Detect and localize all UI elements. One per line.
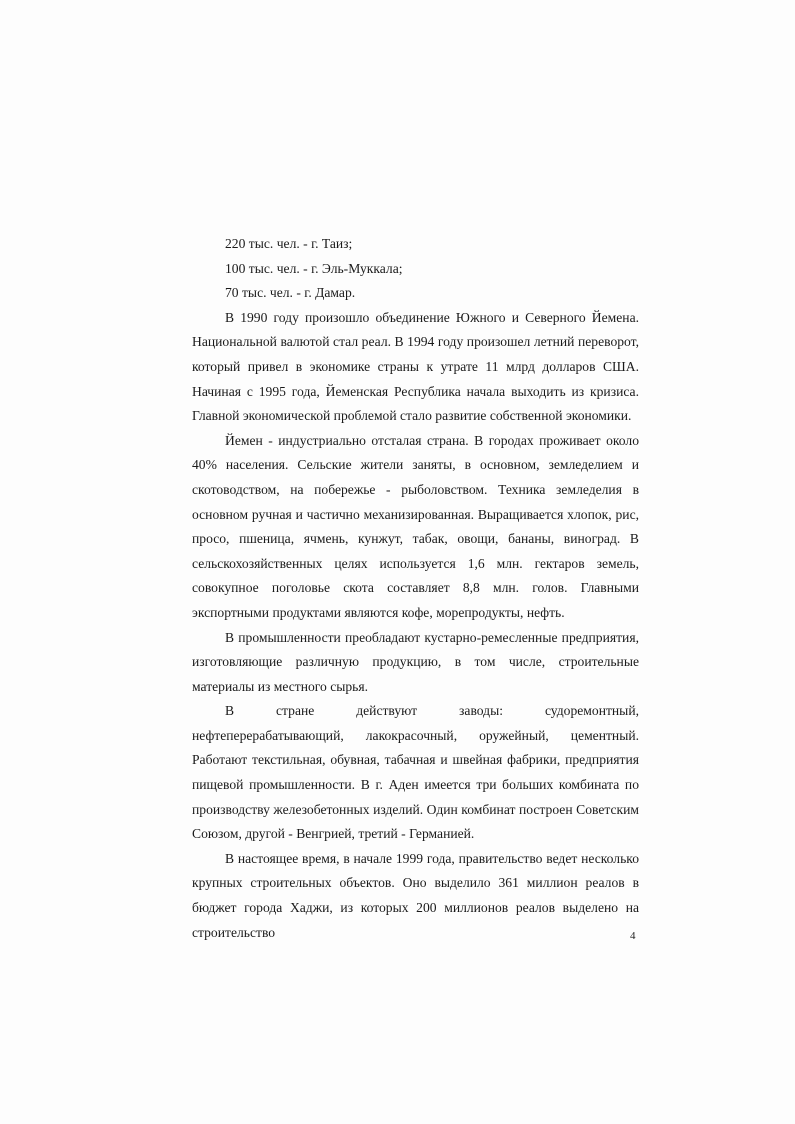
body-text <box>192 232 639 945</box>
paragraph-construction: В настоящее время, в начале 1999 года, правительство ведет несколько крупных строительных объектов. Оно выделило 361 миллион реалов в бюджет города Хаджи, из которых 200 миллионов реалов выделено на строительство <box>192 850 639 940</box>
city-line-taiz: 220 тыс. чел. - г. Таиз; <box>225 236 353 251</box>
paragraph-unification: В 1990 году произошло объединение Южного и Северного Йемена. Национальной валютой стал реал. В 1994 году произошел летний переворот, который привел в экономике страны к утрате 11 млрд долларов США. Начиная с 1995 года, Йеменская Республика начала выходить из кризиса. Главной экономической проблемой стало развитие собственной экономики. <box>192 309 639 424</box>
city-line-damar: 70 тыс. чел. - г. Дамар. <box>225 285 356 301</box>
paragraph-factories: В стране действуют заводы: судоремонтный, нефтеперерабатывающий, лакокрасочный, оружейный, цементный. Работают текстильная, обувная, табачная и швейная фабрики, предприятия пищевой промышленности. В г. Аден имеется три больших комбината по производству железобетонных изделий. Один комбинат построен Советским Союзом, другой - Венгрией, третий - Германией. <box>192 703 639 842</box>
city-line-mukalla: 100 тыс. чел. - г. Эль-Муккала; <box>225 260 403 276</box>
paragraph-industry: В промышленности преобладают кустарно-ремесленные предприятия, изготовляющие различную продукцию, в том числе, строительные материалы из местного сырья. <box>192 629 639 694</box>
page-number: 4 <box>630 930 636 942</box>
paragraph-agriculture: Йемен - индустриально отсталая страна. В городах проживает около 40% населения. Сельские жители заняты, в основном, земледелием и скотоводством, на побережье - рыболовством. Техника земледелия в основном ручная и частично механизированная. Выращивается хлопок, рис, просо, пшеница, ячмень, кунжут, табак, овощи, бананы, виноград. В сельскохозяйственных целях используется 1,6 млн. гектаров земель, совокупное поголовье скота составляет 8,8 млн. голов. Главными экспортными продуктами являются кофе, морепродукты, нефть. <box>192 432 639 620</box>
